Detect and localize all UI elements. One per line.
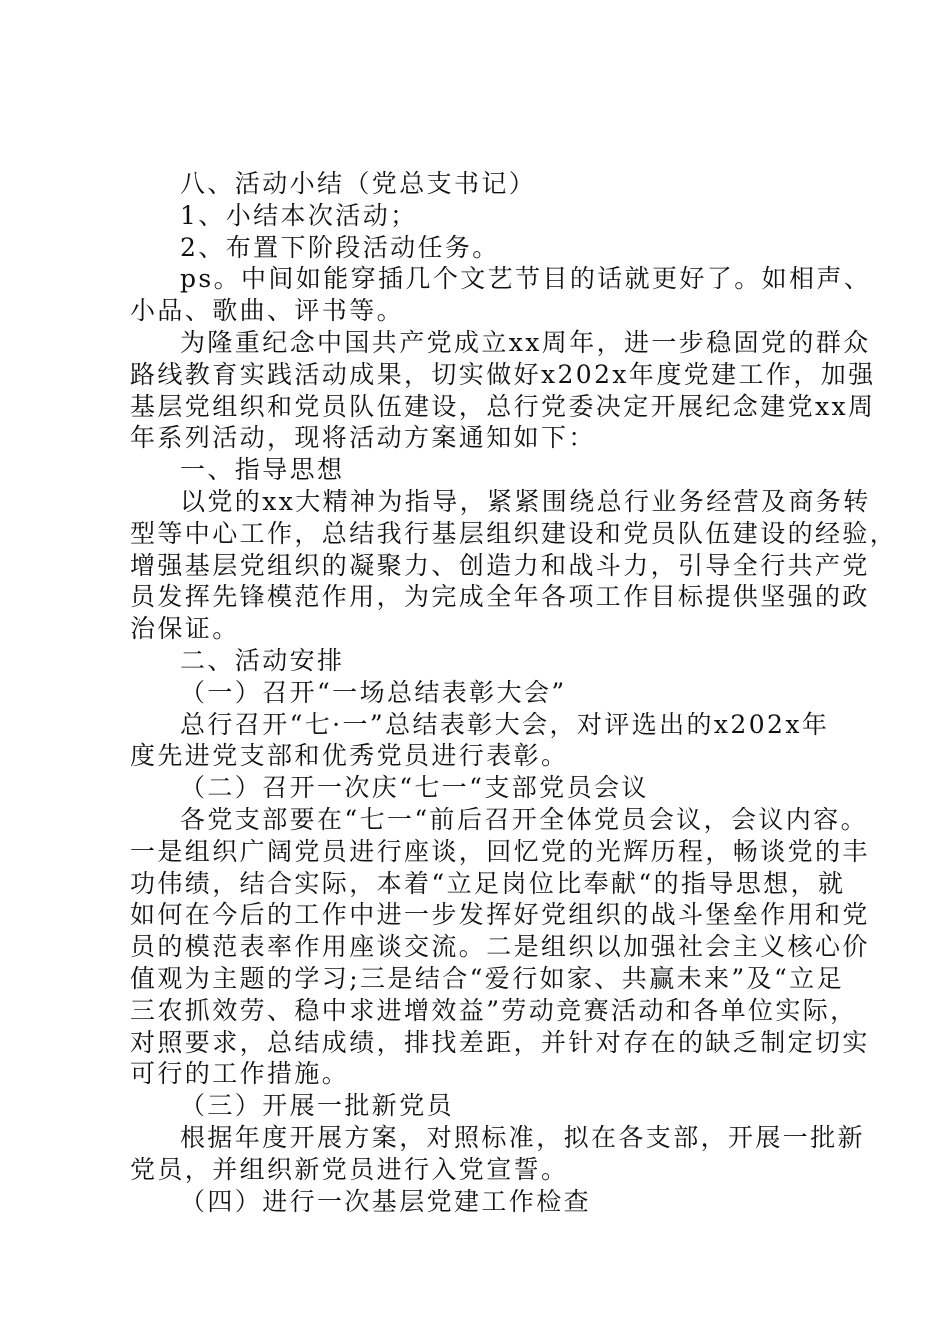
- text-line: 以党的xx大精神为指导，紧紧围绕总行业务经营及商务转: [180, 486, 871, 516]
- text-line: 路线教育实践活动成果，切实做好x202x年度党建工作，加强: [130, 359, 876, 389]
- text-line: 1、小结本次活动；: [180, 200, 418, 230]
- text-line: 对照要求，总结成绩，排找差距，并针对存在的缺乏制定切实: [130, 1027, 870, 1057]
- text-line: 治保证。: [130, 614, 240, 644]
- text-line: （一）召开“一场总结表彰大会”: [180, 677, 567, 707]
- document-body: [130, 168, 898, 1217]
- text-line: 员发挥先锋模范作用，为完成全年各项工作目标提供坚强的政: [130, 582, 870, 612]
- text-line: 各党支部要在“七一“前后召开全体党员会议，会议内容。: [180, 804, 868, 834]
- text-line: 员的模范表率作用座谈交流。二是组织以加强社会主义核心价: [130, 932, 870, 962]
- text-line: ps。中间如能穿插几个文艺节目的话就更好了。如相声、: [180, 264, 872, 294]
- text-line: 总行召开“七·一”总结表彰大会，对评选出的x202x年: [180, 709, 830, 739]
- text-line: 值观为主题的学习;三是结合“爱行如家、共赢未来”及“立足: [130, 963, 844, 993]
- text-line: 型等中心工作，总结我行基层组织建设和党员队伍建设的经验，: [130, 518, 898, 548]
- text-line: 为隆重纪念中国共产党成立xx周年，进一步稳固党的群众: [180, 327, 871, 357]
- text-line: 根据年度开展方案，对照标准，拟在各支部，开展一批新: [180, 1122, 866, 1152]
- text-line: 三农抓效劳、稳中求进增效益”劳动竞赛活动和各单位实际，: [130, 995, 858, 1025]
- text-line: 二、活动安排: [180, 645, 345, 675]
- text-line: 可行的工作措施。: [130, 1059, 350, 1089]
- text-line: （四）进行一次基层党建工作检查: [180, 1186, 592, 1216]
- text-line: 度先进党支部和优秀党员进行表彰。: [130, 741, 569, 771]
- text-line: 一是组织广阔党员进行座谈，回忆党的光辉历程，畅谈党的丰: [130, 836, 870, 866]
- text-line: 功伟绩，结合实际，本着“立足岗位比奉献“的指导思想，就: [130, 868, 846, 898]
- text-line: 基层党组织和党员队伍建设，总行党委决定开展纪念建党xx周: [130, 391, 876, 421]
- text-line: 一、指导思想: [180, 455, 345, 485]
- text-line: （三）开展一批新党员: [180, 1091, 455, 1121]
- text-line: 如何在今后的工作中进一步发挥好党组织的战斗堡垒作用和党: [130, 900, 870, 930]
- text-line: （二）召开一次庆“七一“支部党员会议: [180, 773, 649, 803]
- text-line: 年系列活动，现将活动方案通知如下：: [130, 423, 596, 453]
- text-line: 八、活动小结（党总支书记）: [180, 169, 537, 198]
- text-line: 小品、歌曲、评书等。: [130, 296, 405, 326]
- text-line: 2、布置下阶段活动任务。: [180, 232, 500, 262]
- text-line: 增强基层党组织的凝聚力、创造力和战斗力，引导全行共产党: [130, 550, 870, 580]
- text-line: 党员，并组织新党员进行入党宣誓。: [130, 1154, 569, 1184]
